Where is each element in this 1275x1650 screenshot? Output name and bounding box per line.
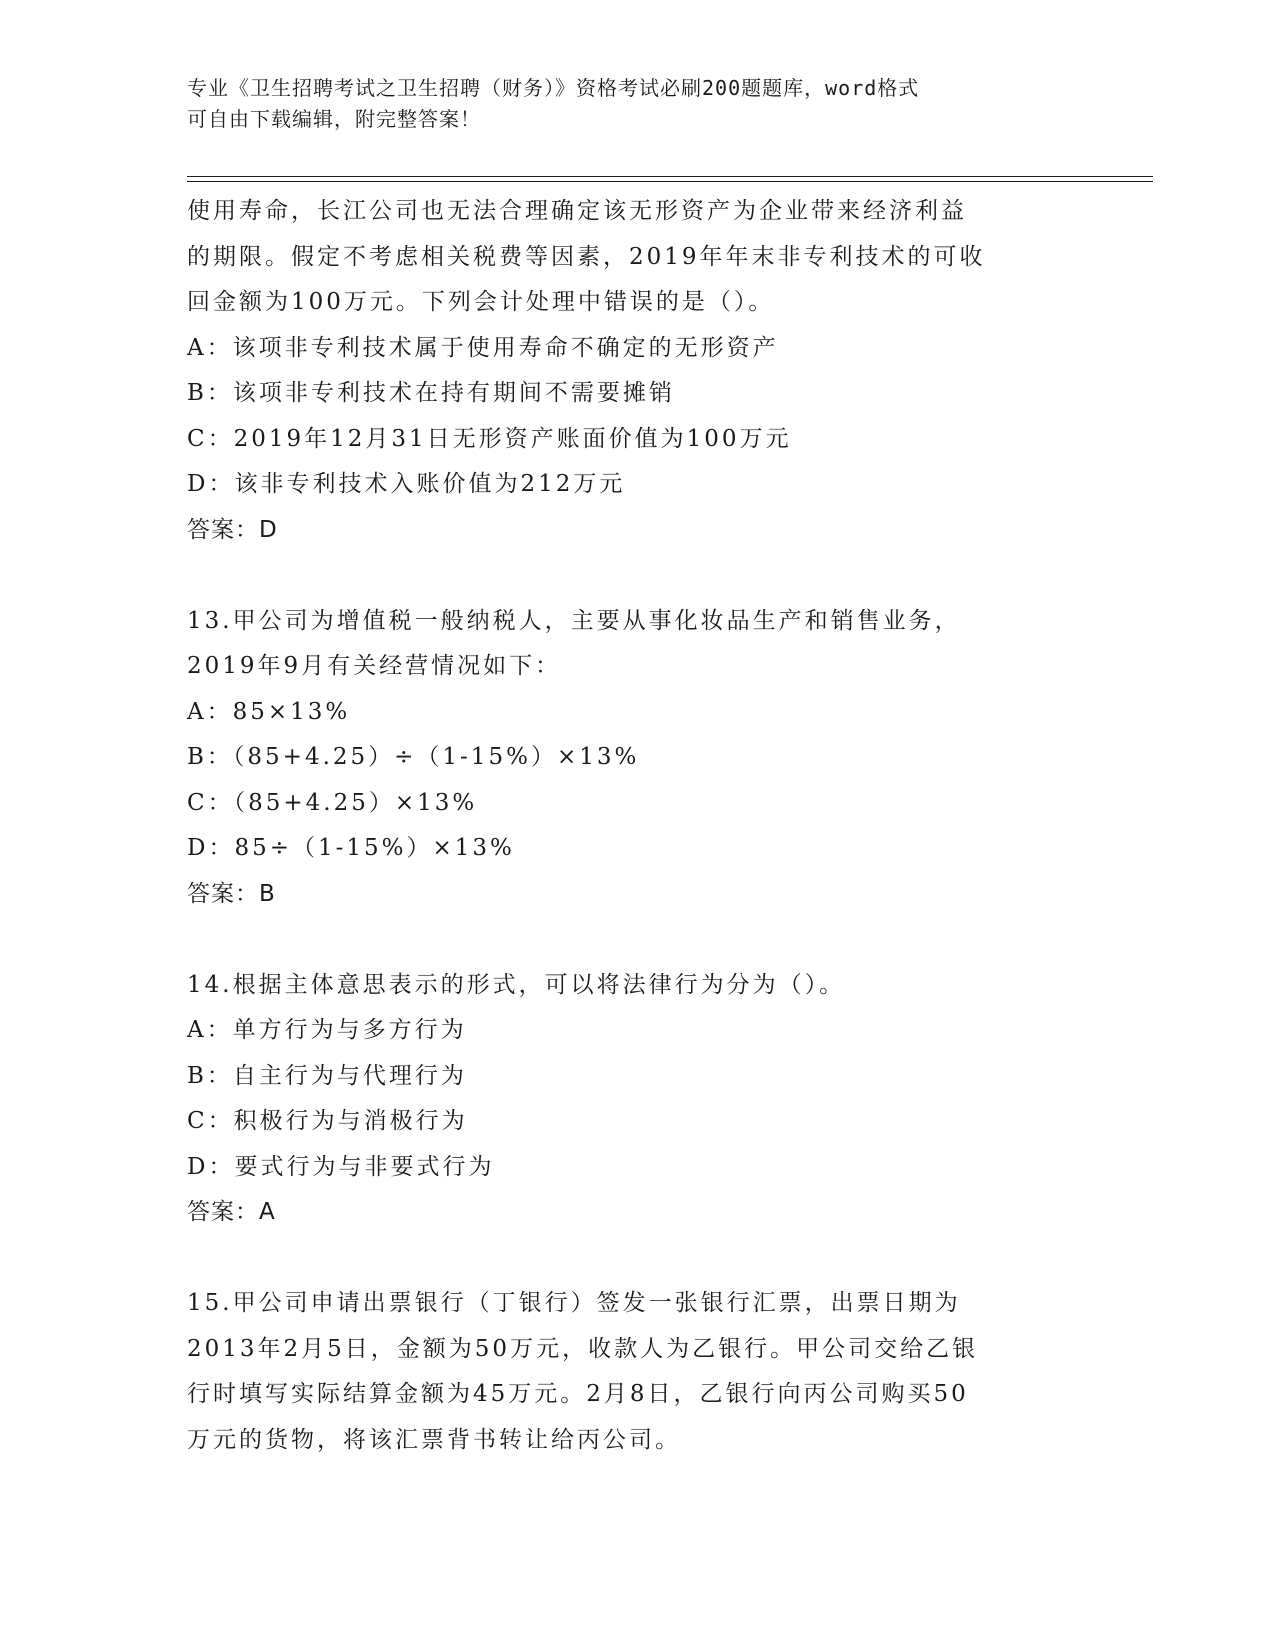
question-stem-line: 14.根据主体意思表示的形式，可以将法律行为分为（）。	[187, 971, 846, 998]
header-divider-bottom	[187, 181, 1153, 182]
question-stem-line: 行时填写实际结算金额为45万元。2月8日，乙银行向丙公司购买50	[187, 1381, 969, 1407]
option-a: A：该项非专利技术属于使用寿命不确定的无形资产	[187, 334, 779, 361]
option-b: B：该项非专利技术在持有期间不需要摊销	[187, 380, 675, 406]
question-stem-line: 13.甲公司为增值税一般纳税人，主要从事化妆品生产和销售业务，	[187, 607, 961, 634]
answer-line: 答案：B	[187, 880, 276, 907]
header-title-line-1: 专业《卫生招聘考试之卫生招聘（财务）》资格考试必刷200题题库，word格式	[187, 76, 920, 100]
spacer	[187, 553, 1087, 599]
question-stem-line: 回金额为100万元。下列会计处理中错误的是（）。	[187, 289, 775, 315]
option-c: C：积极行为与消极行为	[187, 1108, 468, 1134]
question-stem-line: 2019年9月有关经营情况如下：	[187, 653, 562, 679]
document-header	[187, 73, 1067, 135]
question-stem-line: 的期限。假定不考虑相关税费等因素，2019年年末非专利技术的可收	[187, 243, 986, 270]
document-body	[187, 189, 1087, 1463]
question-stem-line: 万元的货物，将该汇票背书转让给丙公司。	[187, 1426, 681, 1453]
answer-line: 答案：A	[187, 1199, 276, 1225]
answer-line: 答案：D	[187, 516, 278, 543]
header-divider-top	[187, 176, 1153, 177]
option-d: D：要式行为与非要式行为	[187, 1153, 495, 1180]
header-title-line-2: 可自由下载编辑，附完整答案！	[187, 107, 481, 131]
question-stem-line: 2013年2月5日，金额为50万元，收款人为乙银行。甲公司交给乙银	[187, 1335, 979, 1362]
question-13	[187, 599, 1087, 918]
option-b: B：自主行为与代理行为	[187, 1062, 467, 1089]
question-continuation	[187, 189, 1087, 553]
option-c: C：（85+4.25）×13%	[187, 789, 478, 816]
question-14	[187, 963, 1087, 1236]
question-stem-line: 15.甲公司申请出票银行（丁银行）签发一张银行汇票，出票日期为	[187, 1290, 961, 1316]
option-b: B：（85+4.25）÷（1-15%）×13%	[187, 744, 640, 770]
spacer	[187, 1236, 1087, 1282]
spacer	[187, 917, 1087, 963]
question-15	[187, 1281, 1087, 1463]
option-d: D：该非专利技术入账价值为212万元	[187, 471, 626, 497]
option-a: A：单方行为与多方行为	[187, 1017, 467, 1043]
option-c: C：2019年12月31日无形资产账面价值为100万元	[187, 425, 792, 452]
option-d: D：85÷（1-15%）×13%	[187, 835, 515, 861]
option-a: A：85×13%	[187, 698, 351, 725]
question-stem-line: 使用寿命，长江公司也无法合理确定该无形资产为企业带来经济利益	[187, 198, 967, 224]
